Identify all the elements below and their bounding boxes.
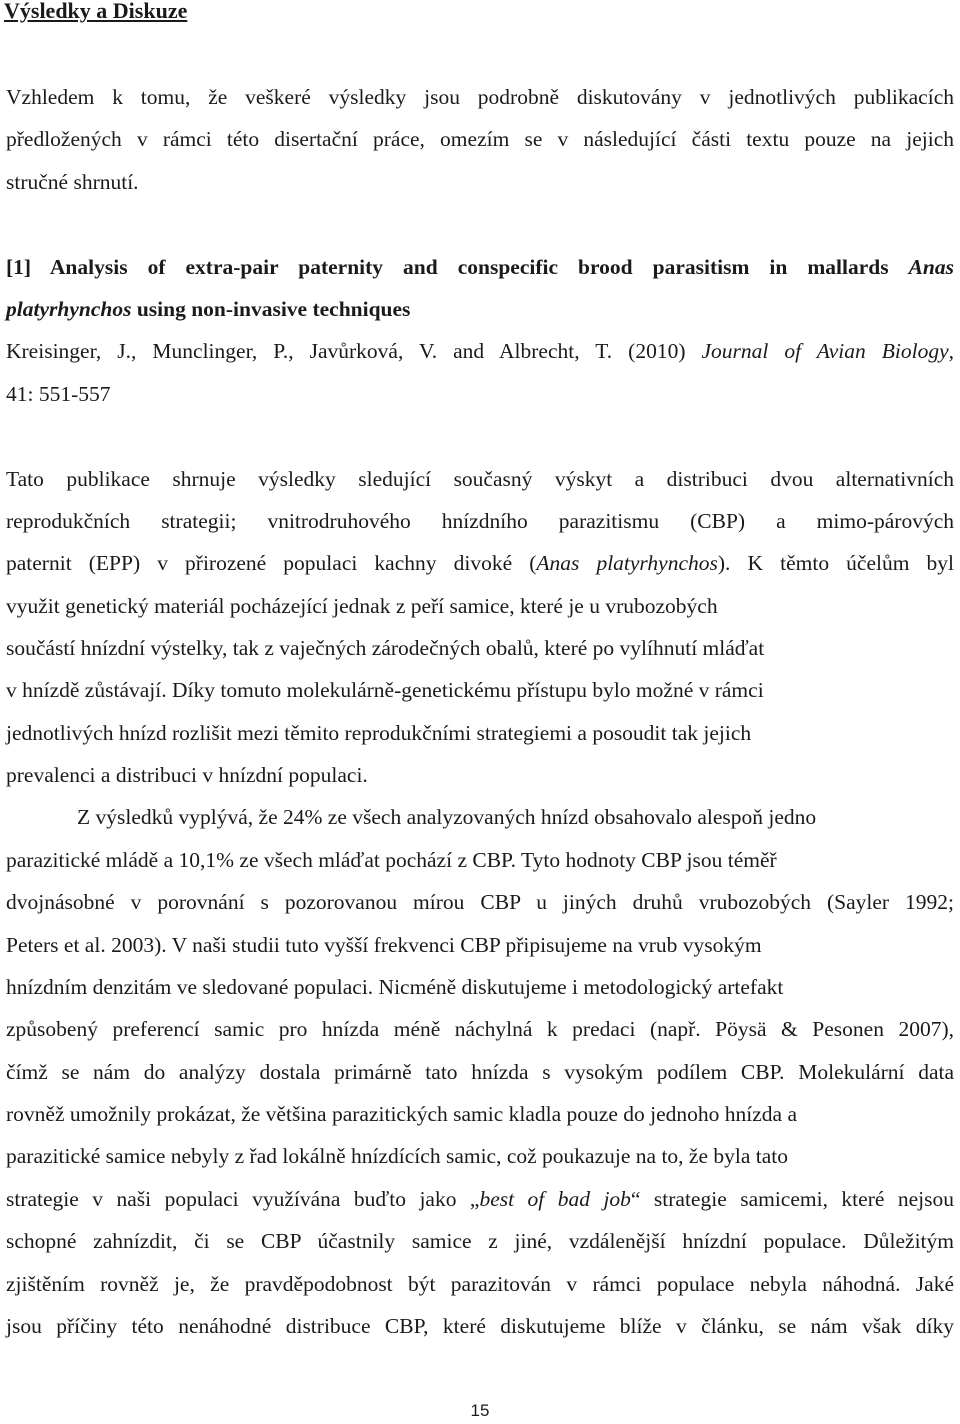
paragraph1-line-5: součástí hnízdní výstelky, tak z vaječných zárodečných obalů, které po vylíhnutí mláďat xyxy=(6,636,765,660)
section-heading: Výsledky a Diskuze xyxy=(4,0,188,23)
paragraph2-line-3: dvojnásobné v porovnání s pozorovanou mírou CBP u jiných druhů vrubozobých (Sayler 1992; xyxy=(6,890,954,914)
paragraph1-line-2: reprodukčních strategii; vnitrodruhového hnízdního parazitismu (CBP) a mimo-párových xyxy=(6,509,954,533)
paragraph1-line-3-text-a: paternit (EPP) v přirozené populaci kachny divoké ( xyxy=(6,551,537,575)
paragraph2-line-1: Z výsledků vyplývá, že 24% ze všech analyzovaných hnízd obsahovalo alespoň jedno xyxy=(77,805,817,829)
paragraph2-line-2: parazitické mládě a 10,1% ze všech mláďat pochází z CBP. Tyto hodnoty CBP jsou téměř xyxy=(6,848,777,872)
paragraph2-line-9: parazitické samice nebyly z řad lokálně hnízdících samic, což poukazuje na to, že byla tato xyxy=(6,1144,789,1168)
paragraph2-line-5: hnízdním denzitám ve sledované populaci. Nicméně diskutujeme i metodologický artefakt xyxy=(6,975,784,999)
paragraph2-line-13: jsou příčiny této nenáhodné distribuce CBP, které diskutujeme blíže v článku, se nám však díky xyxy=(6,1314,954,1338)
publication-journal: Journal of Avian Biology xyxy=(701,339,949,363)
paragraph1-line-7: jednotlivých hnízd rozlišit mezi těmito reprodukčními strategiemi a posoudit tak jejich xyxy=(6,721,752,745)
publication-authors: Kreisinger, J., Munclinger, P., Javůrková, V. and Albrecht, T. (2010) xyxy=(6,339,702,363)
paragraph2-line-6: způsobený preferencí samic pro hnízda méně náchylná k predaci (např. Pöysä & Pesonen 2007), xyxy=(6,1017,954,1041)
publication-title-text: [1] Analysis of extra-pair paternity and conspecific brood parasitism in mallards xyxy=(6,255,909,279)
publication-title-line-1 xyxy=(6,254,954,280)
paragraph1-line-3 xyxy=(6,550,954,576)
publication-volume-pages: 41: 551-557 xyxy=(6,382,111,406)
paragraph1-line-1: Tato publikace shrnuje výsledky sledující současný výskyt a distribuci dvou alternativních xyxy=(6,467,954,491)
publication-journal-suffix: , xyxy=(948,339,954,363)
publication-title-species-epithet: platyrhynchos xyxy=(6,297,132,321)
paragraph2-line-11: schopné zahnízdit, či se CBP účastnily samice z jiné, vzdálenější hnízdní populace. Důležitým xyxy=(6,1229,954,1253)
paragraph2-line-8: rovněž umožnily prokázat, že většina parazitických samic kladla pouze do jednoho hnízda a xyxy=(6,1102,798,1126)
publication-title-species-genus: Anas xyxy=(908,255,954,279)
paragraph1-line-3-species: Anas platyrhynchos xyxy=(536,551,718,575)
intro-line-3: stručné shrnutí. xyxy=(6,170,139,194)
paragraph1-line-8: prevalenci a distribuci v hnízdní populaci. xyxy=(6,763,368,787)
paragraph1-line-4: využit genetický materiál pocházející jednak z peří samice, které je u vrubozobých xyxy=(6,594,718,618)
paragraph2-line-7: čímž se nám do analýzy dostala primárně tato hnízda s vysokým podílem CBP. Molekulární data xyxy=(6,1060,954,1084)
intro-line-2: předložených v rámci této disertační práce, omezím se v následující části textu pouze na jejich xyxy=(6,127,954,151)
page-number: 15 xyxy=(470,1401,490,1420)
paragraph2-line-4: Peters et al. 2003). V naši studii tuto vyšší frekvenci CBP připisujeme na vrub vysokým xyxy=(6,933,762,957)
publication-authors-line xyxy=(6,338,954,364)
publication-title-text-2: using non-invasive techniques xyxy=(131,297,411,321)
publication-title-line-2 xyxy=(6,296,410,322)
paragraph2-line-10-text-a: strategie v naši populaci využívána buďto jako „ xyxy=(6,1187,480,1211)
paragraph1-line-3-text-b: ). K těmto účelům byl xyxy=(717,551,955,575)
paragraph2-line-10-text-b: “ strategie samicemi, které nejsou xyxy=(630,1187,954,1211)
paragraph2-line-10 xyxy=(6,1186,954,1212)
paragraph1-line-6: v hnízdě zůstávají. Díky tomuto molekulárně-genetickému přístupu bylo možné v rámci xyxy=(6,678,764,702)
intro-line-1: Vzhledem k tomu, že veškeré výsledky jsou podrobně diskutovány v jednotlivých publikacích xyxy=(6,85,954,109)
paragraph2-line-10-emphasis: best of bad job xyxy=(479,1187,631,1211)
paragraph2-line-12: zjištěním rovněž je, že pravděpodobnost být parazitován v rámci populace nebyla náhodná. Jaké xyxy=(6,1272,954,1296)
